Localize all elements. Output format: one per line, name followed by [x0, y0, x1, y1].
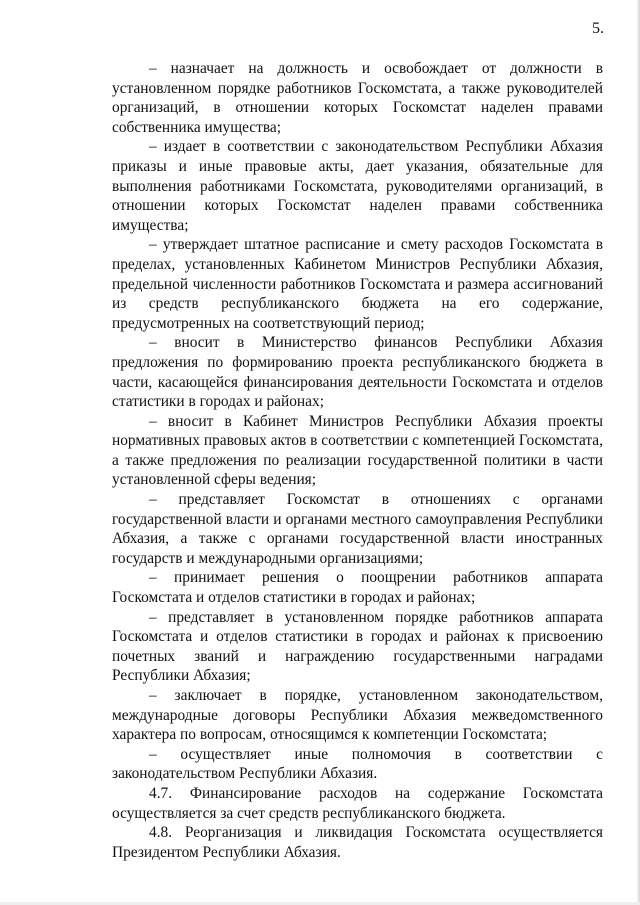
- paragraph-state-awards: – представляет в установленном порядке работников аппарата Госкомстата и отделов статистики в городах и районах к присвоению почетных званий и награждению государственными наградами Республики Абхазия;: [112, 608, 603, 685]
- document-body: [112, 59, 603, 862]
- paragraph-draft-acts: – вносит в Кабинет Министров Республики Абхазия проекты нормативных правовых актов в соответствии с компетенцией Госкомстата, а также предложения по реализации государственной политики в части установленной сферы ведения;: [112, 412, 603, 489]
- paragraph-issue-orders: – издает в соответствии с законодательством Республики Абхазия приказы и иные правовые акты, дает указания, обязательные для выполнения работниками Госкомстата, руководителями организаций, в отношении которых Госкомстат наделен правами собственника имущества;: [112, 138, 603, 234]
- paragraph-appoint-dismiss: – назначает на должность и освобождает от должности в установленном порядке работников Госкомстата, а также руководителей организаций, в отношении которых Госкомстат наделен правами собственника имущества;: [112, 60, 603, 136]
- paragraph-4-8-reorganization: 4.8. Реорганизация и ликвидация Госкомстата осуществляется Президентом Республики Абхазия.: [112, 824, 603, 861]
- paragraph-other-powers: – осуществляет иные полномочия в соответствии с законодательством Республики Абхазия.: [112, 745, 603, 783]
- paragraph-budget-proposals: – вносит в Министерство финансов Республики Абхазия предложения по формированию проекта республиканского бюджета в части, касающейся финансирования деятельности Госкомстата и отделов статистики в городах и районах;: [112, 334, 603, 411]
- paragraph-rewards: – принимает решения о поощрении работников аппарата Госкомстата и отделов статистики в городах и районах;: [112, 569, 603, 607]
- paragraph-represent: – представляет Госкомстат в отношениях с органами государственной власти и органами местного самоуправления Республики Абхазия, а также с органами государственной власти иностранных государств и международными организациями;: [112, 491, 603, 567]
- paragraph-agreements: – заключает в порядке, установленном законодательством, международные договоры Республики Абхазия межведомственного характера по вопросам, относящимся к компетенции Госкомстата;: [112, 687, 603, 744]
- page-number: 5.: [592, 20, 604, 37]
- paragraph-approve-staffing: – утверждает штатное расписание и смету расходов Госкомстата в пределах, установленных Кабинетом Министров Республики Абхазия, предельной численности работников Госкомстата и размера ассигнований из средств республиканского бюджета на его содержание, предусмотренных на соответствующий период;: [112, 236, 603, 332]
- paragraph-4-7-financing: 4.7. Финансирование расходов на содержание Госкомстата осуществляется за счет средств республиканского бюджета.: [112, 784, 603, 822]
